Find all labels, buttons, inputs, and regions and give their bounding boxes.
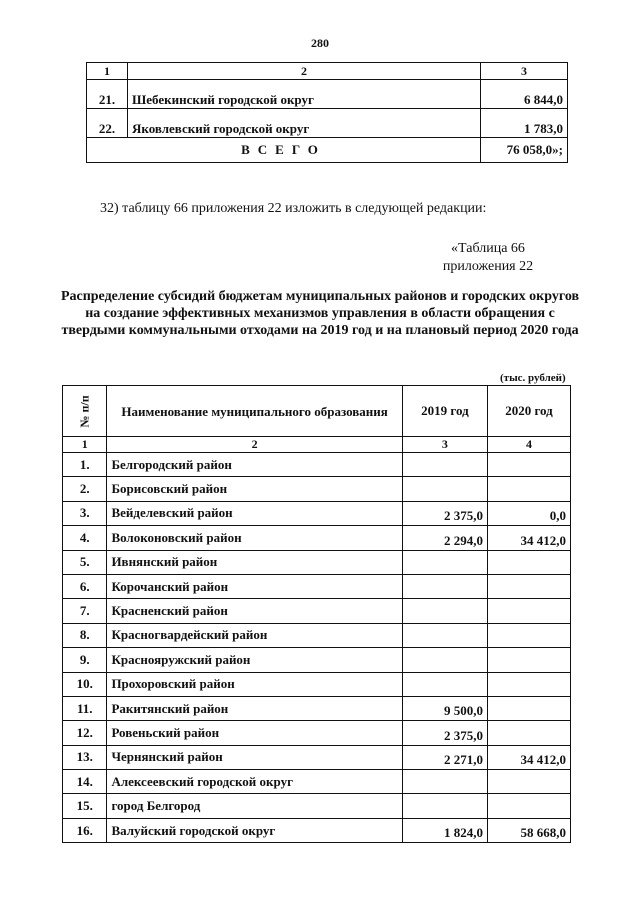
page-number: 280 xyxy=(311,36,329,50)
row-number: 5. xyxy=(63,550,107,574)
header-2020: 2020 год xyxy=(487,386,570,437)
row-value-2020 xyxy=(487,453,570,477)
row-name: Красненский район xyxy=(107,599,402,623)
row-value-2019: 1 824,0 xyxy=(402,818,487,842)
table-row xyxy=(63,550,571,574)
table-row xyxy=(63,696,571,720)
table-row xyxy=(63,770,571,794)
continuation-table xyxy=(86,62,568,163)
row-number: 1. xyxy=(63,453,107,477)
row-name: Белгородский район xyxy=(107,453,402,477)
row-value-2019 xyxy=(402,550,487,574)
header-2019: 2019 год xyxy=(402,386,487,437)
row-value-2019 xyxy=(402,794,487,818)
row-number: 14. xyxy=(63,770,107,794)
row-value-2020 xyxy=(487,623,570,647)
row-value-2020 xyxy=(487,550,570,574)
row-name: Яковлевский городской округ xyxy=(128,109,481,138)
row-number: 2. xyxy=(63,477,107,501)
document-title: Распределение субсидий бюджетам муниципальных районов и городских округов на создание эффективных механизмов управления в области обращения с твердыми коммунальными отходами на 2019 год и на плановый период 2020 года xyxy=(60,289,580,338)
row-name: Вейделевский район xyxy=(107,501,402,525)
row-value-2020 xyxy=(487,770,570,794)
row-number: 3. xyxy=(63,501,107,525)
table-row xyxy=(63,745,571,769)
row-name: Борисовский район xyxy=(107,477,402,501)
row-name: Алексеевский городской округ xyxy=(107,770,402,794)
table-row xyxy=(87,80,568,109)
table-row xyxy=(63,453,571,477)
table-row xyxy=(63,818,571,842)
row-name: Валуйский городской округ xyxy=(107,818,402,842)
row-value-2019 xyxy=(402,623,487,647)
row-value-2020: 58 668,0 xyxy=(487,818,570,842)
header-cell: 3 xyxy=(481,63,568,80)
row-name: Корочанский район xyxy=(107,574,402,598)
row-value-2019: 2 271,0 xyxy=(402,745,487,769)
row-name: город Белгород xyxy=(107,794,402,818)
caption-line: приложения 22 xyxy=(442,259,534,274)
table-row xyxy=(63,794,571,818)
row-value-2019: 9 500,0 xyxy=(402,696,487,720)
table-row xyxy=(63,672,571,696)
caption-line: «Таблица 66 xyxy=(451,241,525,256)
index-cell: 3 xyxy=(402,437,487,453)
table-row xyxy=(63,501,571,525)
row-number: 9. xyxy=(63,648,107,672)
row-name: Волоконовский район xyxy=(107,526,402,550)
instruction-text: 32) таблицу 66 приложения 22 изложить в следующей редакции: xyxy=(100,201,487,216)
row-value: 6 844,0 xyxy=(481,80,568,109)
row-value-2020 xyxy=(487,574,570,598)
row-value-2019 xyxy=(402,648,487,672)
units-label: (тыс. рублей) xyxy=(500,372,566,384)
row-value-2020 xyxy=(487,672,570,696)
row-value-2020 xyxy=(487,794,570,818)
header-num xyxy=(63,386,107,437)
row-number: 6. xyxy=(63,574,107,598)
table-row xyxy=(63,526,571,550)
table-row xyxy=(63,477,571,501)
row-name: Краснояружский район xyxy=(107,648,402,672)
row-value-2020 xyxy=(487,599,570,623)
row-value-2019: 2 375,0 xyxy=(402,501,487,525)
continuation-table-header xyxy=(87,63,568,80)
index-cell: 4 xyxy=(487,437,570,453)
row-value-2019 xyxy=(402,599,487,623)
header-num-label: № п/п xyxy=(77,395,92,428)
column-index-row xyxy=(63,437,571,453)
header-name: Наименование муниципального образования xyxy=(107,386,402,437)
row-value-2019: 2 294,0 xyxy=(402,526,487,550)
row-value-2020 xyxy=(487,721,570,745)
row-number: 21. xyxy=(87,80,128,109)
row-number: 7. xyxy=(63,599,107,623)
row-name: Красногвардейский район xyxy=(107,623,402,647)
row-name: Чернянский район xyxy=(107,745,402,769)
total-value: 76 058,0»; xyxy=(481,138,568,163)
row-number: 11. xyxy=(63,696,107,720)
table-row xyxy=(63,623,571,647)
row-value-2020: 34 412,0 xyxy=(487,745,570,769)
row-number: 12. xyxy=(63,721,107,745)
row-value-2020 xyxy=(487,648,570,672)
row-number: 10. xyxy=(63,672,107,696)
table-row xyxy=(63,648,571,672)
total-label: ВСЕГО xyxy=(87,138,481,163)
table-row xyxy=(87,109,568,138)
row-name: Ровеньский район xyxy=(107,721,402,745)
row-value: 1 783,0 xyxy=(481,109,568,138)
row-value-2020 xyxy=(487,696,570,720)
subsidy-table-body xyxy=(63,453,571,843)
row-value-2019 xyxy=(402,453,487,477)
row-name: Ракитянский район xyxy=(107,696,402,720)
table-row xyxy=(63,721,571,745)
row-number: 22. xyxy=(87,109,128,138)
row-name: Ивнянский район xyxy=(107,550,402,574)
index-cell: 1 xyxy=(63,437,107,453)
table-row xyxy=(63,574,571,598)
row-number: 4. xyxy=(63,526,107,550)
row-number: 16. xyxy=(63,818,107,842)
table-row xyxy=(63,599,571,623)
row-value-2020 xyxy=(487,477,570,501)
row-value-2019 xyxy=(402,770,487,794)
row-value-2019: 2 375,0 xyxy=(402,721,487,745)
row-value-2020: 34 412,0 xyxy=(487,526,570,550)
table-caption xyxy=(418,240,558,276)
row-value-2019 xyxy=(402,672,487,696)
row-value-2019 xyxy=(402,574,487,598)
subsidy-table-header xyxy=(63,386,571,437)
row-number: 13. xyxy=(63,745,107,769)
row-value-2019 xyxy=(402,477,487,501)
row-name: Шебекинский городской округ xyxy=(128,80,481,109)
subsidy-table xyxy=(62,385,571,843)
header-cell: 1 xyxy=(87,63,128,80)
index-cell: 2 xyxy=(107,437,402,453)
row-name: Прохоровский район xyxy=(107,672,402,696)
total-row xyxy=(87,138,568,163)
row-number: 15. xyxy=(63,794,107,818)
row-number: 8. xyxy=(63,623,107,647)
row-value-2020: 0,0 xyxy=(487,501,570,525)
header-cell: 2 xyxy=(128,63,481,80)
